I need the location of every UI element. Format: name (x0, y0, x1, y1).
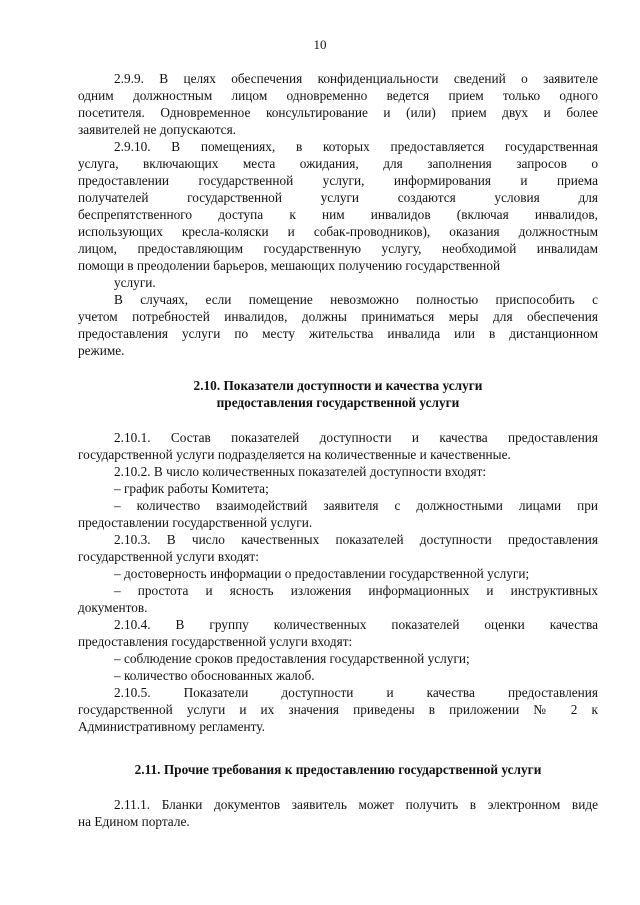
paragraph-line: беспрепятственного доступа к ним инвалидов (включая инвалидов, (78, 207, 598, 222)
paragraph-line: предоставления государственной услуги входят: (78, 634, 353, 649)
paragraph-line: помощи в преодолении барьеров, мешающих получению государственной (78, 258, 501, 273)
paragraph-line: документов. (78, 600, 148, 615)
paragraph-line: – достоверность информации о предоставлении государственной услуги; (114, 566, 530, 581)
paragraph-line: лицом, предоставляющим государственную услугу, необходимой инвалидам (78, 241, 598, 256)
paragraph-line: получателей государственной услуги создаются условия для (78, 190, 598, 205)
paragraph-line: 2.9.10. В помещениях, в которых предоставляется государственная (114, 139, 598, 154)
section-heading: 2.11. Прочие требования к предоставлению государственной услуги (134, 762, 542, 777)
paragraph-line: 2.9.9. В целях обеспечения конфиденциальности сведений о заявителе (114, 71, 598, 86)
paragraph-line: предоставлении государственной услуги. (78, 515, 313, 530)
paragraph-line: на Едином портале. (78, 814, 190, 829)
paragraph-line: 2.10.2. В число количественных показателей доступности входят: (114, 464, 487, 479)
section-heading: 2.10. Показатели доступности и качества услуги (193, 378, 483, 393)
paragraph-line: 2.10.3. В число качественных показателей доступности предоставления (114, 532, 598, 547)
paragraph-line: посетителя. Одновременное консультирование и (или) прием двух и более (78, 105, 598, 120)
paragraph-line: учетом потребностей инвалидов, должны приниматься меры для обеспечения (78, 309, 598, 324)
paragraph-line: государственной услуги входят: (78, 549, 259, 564)
paragraph-line: использующих кресла-коляски и собак-проводников), оказания должностным (78, 224, 598, 239)
paragraph-line: – соблюдение сроков предоставления государственной услуги; (114, 651, 470, 666)
paragraph-line: одним должностным лицом одновременно ведется прием только одного (78, 88, 598, 103)
paragraph-line: Административному регламенту. (78, 719, 265, 734)
paragraph-line: 2.10.5. Показатели доступности и качества предоставления (114, 685, 598, 700)
paragraph-line: услуги. (114, 275, 156, 290)
paragraph-line: – простота и ясность изложения информационных и инструктивных (114, 583, 598, 598)
paragraph-line: режиме. (78, 343, 125, 358)
paragraph-line: предоставлении государственной услуги, информирования и приема (78, 173, 598, 188)
paragraph-line: – количество взаимодействий заявителя с должностными лицами при (114, 498, 598, 513)
paragraph-line: заявителей не допускаются. (78, 122, 237, 137)
paragraph-line: 2.10.1. Состав показателей доступности и качества предоставления (114, 430, 598, 445)
paragraph-line: услуга, включающих места ожидания, для заполнения запросов о (78, 156, 598, 171)
paragraph-line: 2.11.1. Бланки документов заявитель может получить в электронном виде (114, 797, 598, 812)
paragraph-line: предоставления услуги по месту жительства инвалида или в дистанционном (78, 326, 598, 341)
paragraph-line: государственной услуги подразделяется на количественные и качественные. (78, 447, 511, 462)
paragraph-line: – график работы Комитета; (114, 481, 269, 496)
page-number: 10 (313, 37, 327, 52)
paragraph-line: 2.10.4. В группу количественных показателей оценки качества (114, 617, 598, 632)
section-heading: предоставления государственной услуги (216, 395, 460, 410)
paragraph-line: – количество обоснованных жалоб. (114, 668, 315, 683)
paragraph-line: В случаях, если помещение невозможно полностью приспособить с (114, 292, 598, 307)
paragraph-line: государственной услуги и их значения приведены в приложении № 2 к (78, 702, 598, 717)
